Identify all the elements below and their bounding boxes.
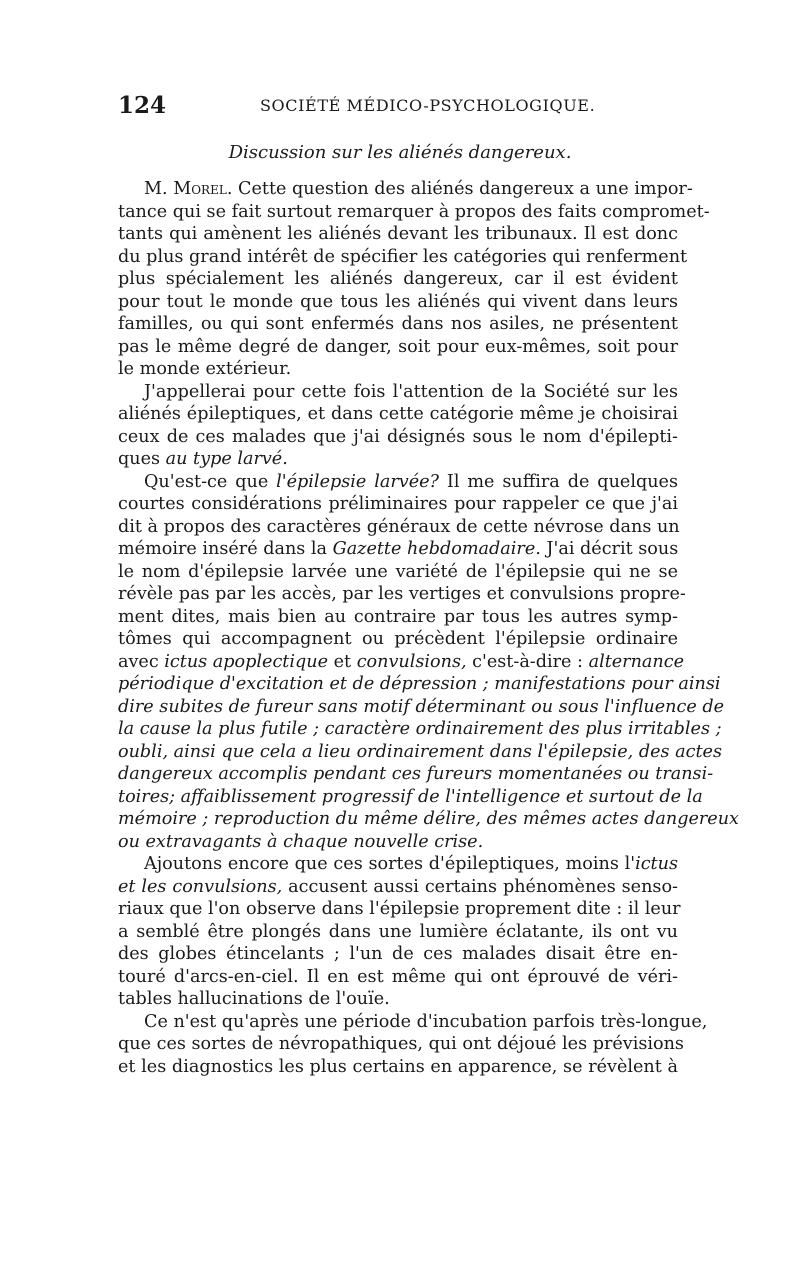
text-line: ques au type larvé. [118,449,288,469]
text-line: dire subites de fureur sans motif déterminant ou sous l'influence de [118,696,725,717]
text-line: avec ictus apoplectique et convulsions, c'est-à-dire : alternance [118,651,685,672]
text-line: M. Morel. Cette question des aliénés dangereux a une impor- [144,179,693,199]
text-line: le nom d'épilepsie larvée une variété de l'épilepsie qui ne se [118,561,678,582]
paragraph-1 [118,178,710,381]
text-line: Qu'est-ce que l'épilepsie larvée? Il me suffira de quelques [144,471,678,492]
text-line: et les diagnostics les plus certains en apparence, se révèlent à [118,1056,678,1077]
paragraph-4 [118,853,681,1011]
text-line: toires; affaiblissement progressif de l'intelligence et surtout de la [118,786,703,807]
text-line: le monde extérieur. [118,359,292,379]
paragraph-2 [118,381,678,471]
text-line: dangereux accomplis pendant ces fureurs momentanées ou transi- [118,764,714,784]
paragraph-3 [118,471,739,854]
text-line: tômes qui accompagnent ou précèdent l'épilepsie ordinaire [118,629,678,649]
text-line: périodique d'excitation et de dépression ; manifestations pour ainsi [118,674,721,694]
speaker-name: M. Morel. [144,179,233,199]
text-line: pas le même degré de danger, soit pour eux-mêmes, soit pour [118,336,678,357]
text-line: la cause la plus futile ; caractère ordinairement des plus irritables ; [118,719,722,739]
page-number: 124 [118,92,167,119]
text-line: du plus grand intérêt de spécifier les catégories qui renferment [118,246,688,267]
text-line: plus spécialement les aliénés dangereux, car il est évident [118,269,678,289]
text-line: révèle pas par les accès, par les vertiges et convulsions propre- [118,584,686,604]
text-line: ou extravagants à chaque nouvelle crise. [118,831,484,852]
text-line: J'appellerai pour cette fois l'attention de la Société sur les [144,381,678,402]
text-line: ceux de ces malades que j'ai désignés sous le nom d'épilepti- [118,426,678,447]
text-line: pour tout le monde que tous les aliénés qui vivent dans leurs [118,291,678,312]
text-line: tance qui se fait surtout remarquer à propos des faits compromet- [118,201,710,222]
page-header [118,92,688,124]
text-line: familles, ou qui sont enfermés dans nos asiles, ne présentent [118,314,678,334]
text-line: aliénés épileptiques, et dans cette catégorie même je choisirai [118,404,678,424]
running-head: SOCIÉTÉ MÉDICO-PSYCHOLOGIQUE. [260,96,596,115]
text-line: dit à propos des caractères généraux de cette névrose dans un [118,516,680,537]
text-line: des globes étincelants ; l'un de ces malades disait être en- [118,944,678,964]
text-line: Ajoutons encore que ces sortes d'épileptiques, moins l'ictus [144,854,678,874]
text-line: tables hallucinations de l'ouïe. [118,989,390,1009]
section-title: Discussion sur les aliénés dangereux. [228,142,572,163]
text-line: mémoire inséré dans la Gazette hebdomadaire. J'ai décrit sous [118,539,679,559]
text-line: ment dites, mais bien au contraire par tous les autres symp- [118,606,678,627]
text-line: a semblé être plongés dans une lumière éclatante, ils ont vu [118,921,678,942]
text-line: Ce n'est qu'après une période d'incubation parfois très-longue, [144,1011,708,1032]
text-line: tants qui amènent les aliénés devant les tribunaux. Il est donc [118,224,678,244]
text-line: et les convulsions, accusent aussi certains phénomènes senso- [118,876,678,897]
paragraph-5 [118,1011,708,1079]
text-line: riaux que l'on observe dans l'épilepsie proprement dite : il leur [118,899,681,919]
text-line: courtes considérations préliminaires pour rappeler ce que j'ai [118,494,678,514]
text-line: que ces sortes de névropathiques, qui ont déjoué les prévisions [118,1034,684,1054]
text-line: mémoire ; reproduction du même délire, des mêmes actes dangereux [118,809,739,829]
body-text [118,178,739,1078]
text-line: oubli, ainsi que cela a lieu ordinairement dans l'épilepsie, des actes [118,741,722,762]
text-line: touré d'arcs-en-ciel. Il en est même qui ont éprouvé de véri- [118,966,678,987]
